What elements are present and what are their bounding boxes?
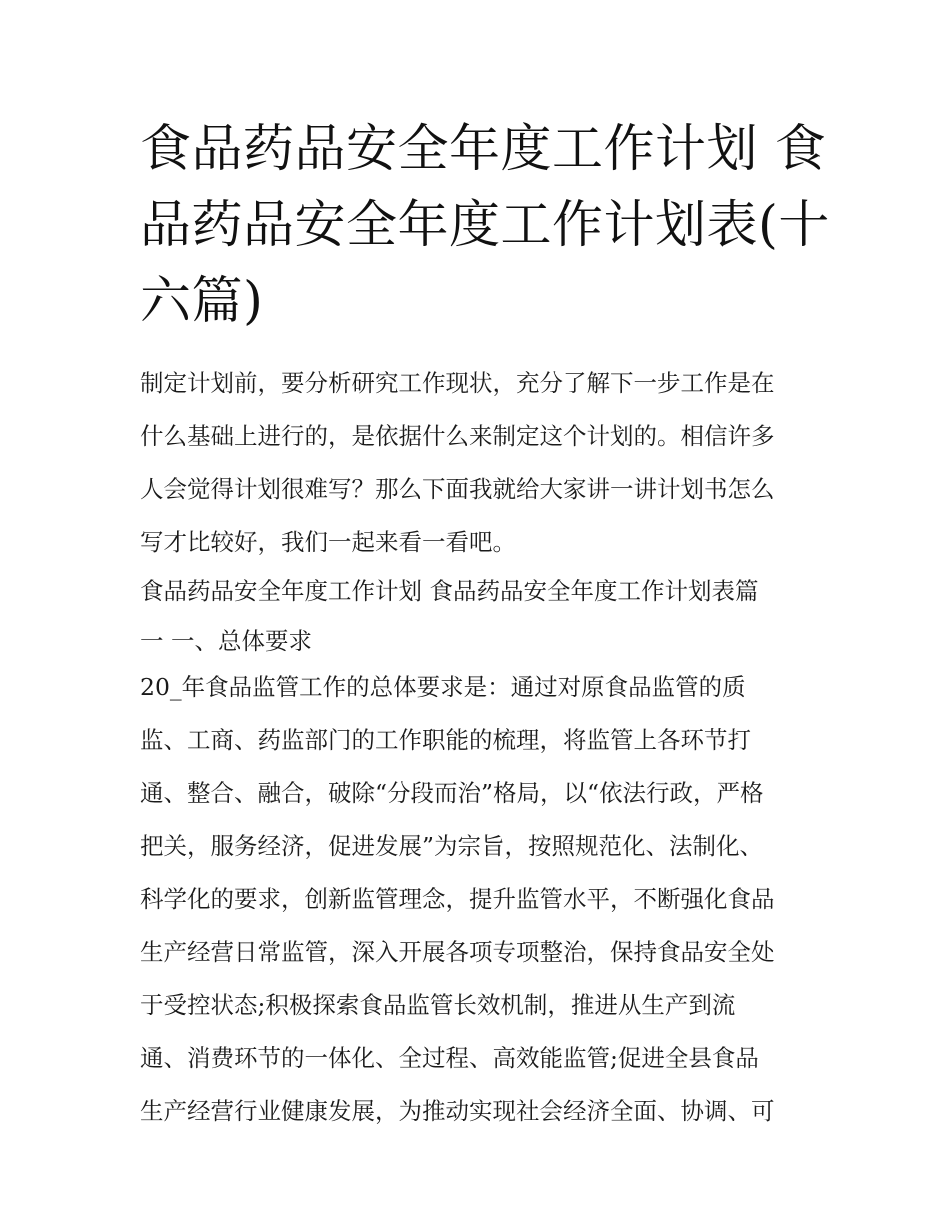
- text-line: 通、消费环节的一体化、全过程、高效能监管;促进全县食品: [140, 1044, 759, 1072]
- text-line: 食品药品安全年度工作计划 食品药品安全年度工作计划表篇: [140, 577, 759, 605]
- intro-paragraph: [140, 357, 775, 569]
- text-line: 制定计划前，要分析研究工作现状，充分了解下一步工作是在: [140, 369, 775, 397]
- text-line: 生产经营日常监管，深入开展各项专项整治，保持食品安全处: [140, 938, 775, 966]
- text-line: 科学化的要求，创新监管理念，提升监管水平，不断强化食品: [140, 885, 775, 913]
- text-line: 人会觉得计划很难写？那么下面我就给大家讲一讲计划书怎么: [140, 475, 775, 503]
- text-line: 通、整合、融合，破除“分段而治”格局，以“依法行政，严格: [140, 779, 764, 807]
- text-line: 写才比较好，我们一起来看一看吧。: [140, 528, 516, 556]
- text-line: 生产经营行业健康发展，为推动实现社会经济全面、协调、可: [140, 1097, 775, 1125]
- text-line: 什么基础上进行的，是依据什么来制定这个计划的。相信许多: [140, 422, 775, 450]
- body-paragraph: [140, 661, 775, 1138]
- text-line: 把关，服务经济，促进发展”为宗旨，按照规范化、法制化、: [140, 832, 764, 860]
- text-line: 监、工商、药监部门的工作职能的梳理，将监管上各环节打: [140, 726, 751, 754]
- title-line: 食品药品安全年度工作计划 食: [140, 120, 827, 179]
- text-line: 一 一、总体要求: [140, 627, 312, 655]
- title-line: 六篇): [140, 272, 264, 331]
- text-line: 20_年食品监管工作的总体要求是：通过对原食品监管的质: [140, 673, 746, 701]
- document-title: [140, 112, 830, 340]
- title-line: 品药品安全年度工作计划表(十: [140, 196, 830, 255]
- section-heading: [140, 566, 758, 666]
- text-line: 于受控状态;积极探索食品监管长效机制，推进从生产到流: [140, 991, 736, 1019]
